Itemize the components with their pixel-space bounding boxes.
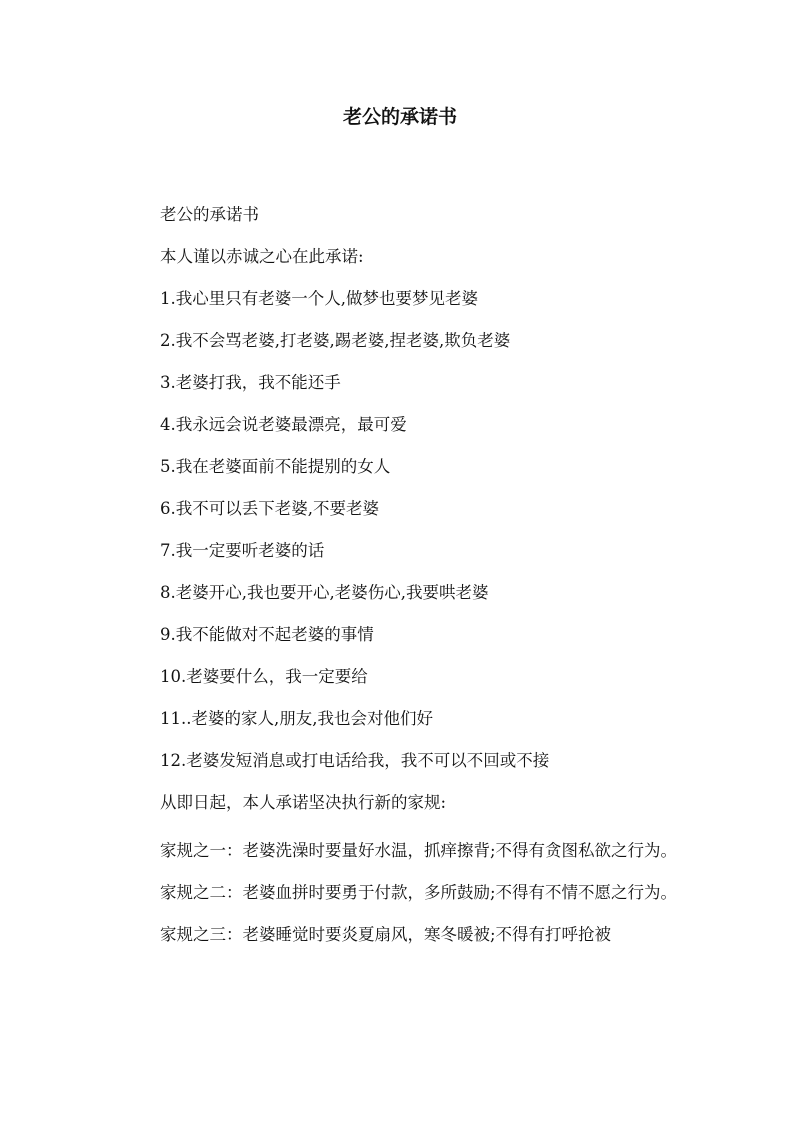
intro-line: 本人谨以赤诚之心在此承诺: [160, 247, 364, 266]
house-rule: 家规之一：老婆洗澡时要量好水温，抓痒擦背;不得有贪图私欲之行为。 [160, 841, 678, 860]
rules-intro-line: 从即日起，本人承诺坚决执行新的家规: [160, 793, 447, 812]
promise-item: 9.我不能做对不起老婆的事情 [160, 625, 374, 644]
promise-item: 11..老婆的家人,朋友,我也会对他们好 [160, 709, 433, 728]
promise-item: 3.老婆打我，我不能还手 [160, 373, 341, 392]
promise-item: 5.我在老婆面前不能提别的女人 [160, 457, 391, 476]
promise-item: 4.我永远会说老婆最漂亮，最可爱 [160, 415, 407, 434]
house-rule: 家规之三：老婆睡觉时要炎夏扇风，寒冬暖被;不得有打呼抢被 [160, 925, 612, 944]
promise-item: 12.老婆发短消息或打电话给我，我不可以不回或不接 [160, 751, 550, 770]
promise-item: 7.我一定要听老婆的话 [160, 541, 325, 560]
document-title: 老公的承诺书 [342, 106, 457, 128]
promise-item: 6.我不可以丢下老婆,不要老婆 [160, 499, 379, 518]
promise-item: 8.老婆开心,我也要开心,老婆伤心,我要哄老婆 [160, 583, 489, 602]
promise-item: 2.我不会骂老婆,打老婆,踢老婆,捏老婆,欺负老婆 [160, 331, 511, 350]
body-heading: 老公的承诺书 [160, 205, 259, 224]
promise-item: 1.我心里只有老婆一个人,做梦也要梦见老婆 [160, 289, 478, 308]
house-rule: 家规之二：老婆血拼时要勇于付款，多所鼓励;不得有不情不愿之行为。 [160, 883, 678, 902]
document-body [120, 200, 690, 956]
promise-item: 10.老婆要什么，我一定要给 [160, 667, 368, 686]
